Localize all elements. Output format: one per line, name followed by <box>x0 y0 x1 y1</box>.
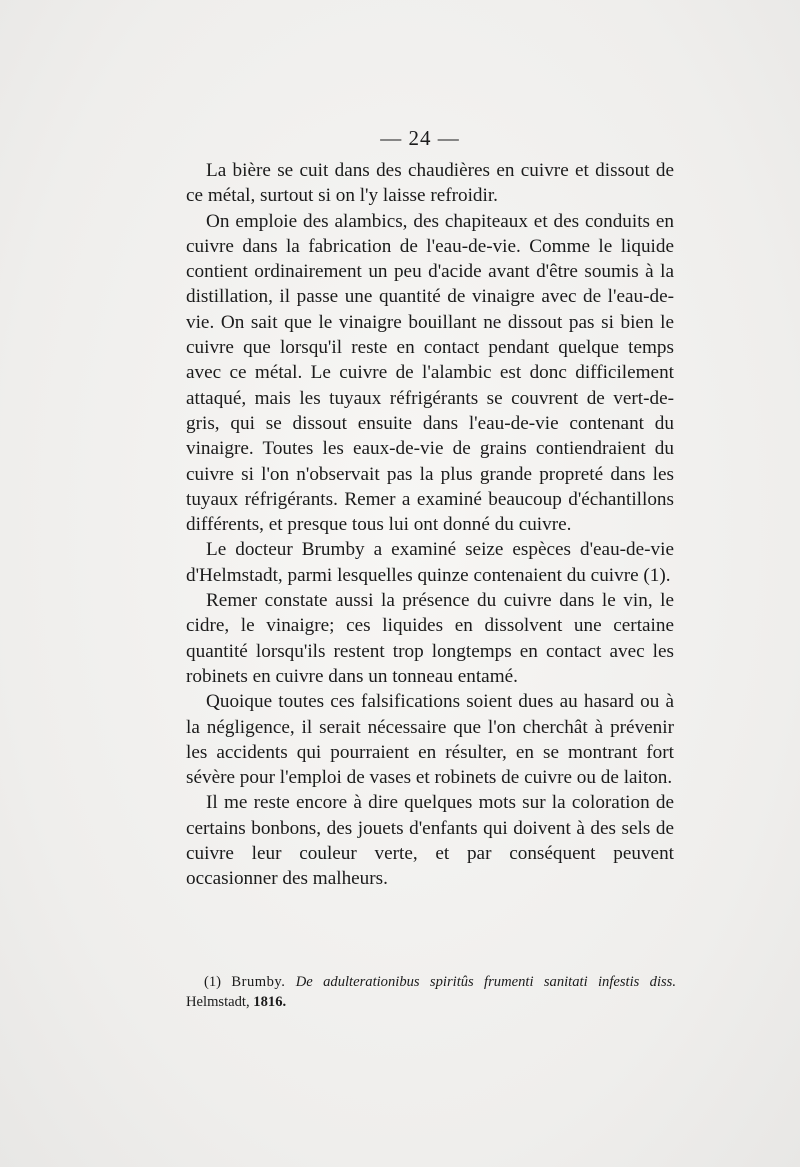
body-text <box>186 158 674 892</box>
footnote-marker: (1) <box>204 974 222 990</box>
paragraph-brumby: Le docteur Brumby a examiné seize espèces d'eau-de-vie d'Helmstadt, parmi lesquelles quinze contenaient du cuivre (1). <box>186 539 674 586</box>
paragraph-falsifications: Quoique toutes ces falsifications soient dues au hasard ou à la négligence, il serait nécessaire que l'on cherchât à prévenir les accidents qui pourraient en résulter, en se montrant fort sévère pour l'emploi de vases et robinets de cuivre ou de laiton. <box>186 691 674 789</box>
paragraph-beer: La bière se cuit dans des chaudières en cuivre et dissout de ce métal, surtout si on l'y laisse refroidir. <box>186 160 674 207</box>
paragraph-wine-cider: Remer constate aussi la présence du cuivre dans le vin, le cidre, le vinaigre; ces liquides en dissolvent une certaine quantité lorsqu'ils restent trop longtemps en contact avec les robinets en cuivre dans un tonneau entamé. <box>186 590 674 687</box>
footnote-author: Brumby. <box>231 974 286 990</box>
paragraph-eau-de-vie: On emploie des alambics, des chapiteaux et des conduits en cuivre dans la fabrication de l'eau-de-vie. Comme le liquide contient ordinairement un peu d'acide avant d'être soumis à la distillation, il passe une quantité de vinaigre avec de l'eau-de-vie. On sait que le vinaigre bouillant ne dissout pas si bien le cuivre que lorsqu'il reste en contact pendant quelque temps avec ce métal. Le cuivre de l'alambic est donc difficilement attaqué, mais les tuyaux réfrigérants se couvrent de vert-de-gris, qui se dissout ensuite dans l'eau-de-vie contenant du vinaigre. Toutes les eaux-de-vie de grains contiendraient du cuivre si l'on n'observait pas la plus grande propreté dans les tuyaux réfrigérants. Remer a examiné beaucoup d'échantillons différents, et presque tous lui ont donné du cuivre. <box>186 210 674 536</box>
footnote-year: 1816. <box>253 994 287 1010</box>
paragraph-bonbons: Il me reste encore à dire quelques mots sur la coloration de certains bonbons, des jouets d'enfants qui doivent à des sels de cuivre leur couleur verte, et par conséquent peuvent occasionner des malheurs. <box>186 792 674 890</box>
footnote-text <box>186 972 676 1012</box>
footnote-place: Helmstadt, <box>186 994 250 1010</box>
footnote-title: De adulterationibus spiritûs frumenti sanitati infestis diss. <box>295 974 677 990</box>
footnote <box>186 972 676 1012</box>
page-number: — 24 — <box>380 126 460 150</box>
